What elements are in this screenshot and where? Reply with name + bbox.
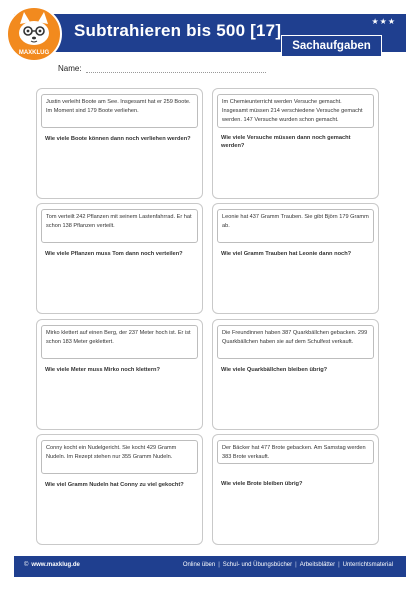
task-card-5	[36, 319, 203, 430]
task-text-box: Mirko klettert auf einen Berg, der 237 Meter hoch ist. Er ist schon 183 Meter geklettert.	[41, 325, 198, 359]
task-card-4	[212, 203, 379, 314]
footer-link-online-ueben[interactable]: Online üben	[182, 562, 216, 568]
task-question: Wie viele Boote können dann noch verliehen werden?	[45, 136, 191, 142]
footer-separator: |	[218, 562, 220, 568]
task-text-box: Leonie hat 437 Gramm Trauben. Sie gibt Björn 179 Gramm ab.	[217, 209, 374, 243]
task-text-box: Die Freundinnen haben 387 Quarkbällchen gebacken. 299 Quarkbällchen haben sie auf dem Schulfest verkauft.	[217, 325, 374, 359]
task-text-box: Im Chemieunterricht werden Versuche gemacht. Insgesamt müssen 214 verschiedene Versuche gemacht werden. 147 Versuche wurden schon gemacht.	[217, 94, 374, 128]
task-text-box: Tom verteilt 242 Pflanzen mit seinem Lastenfahrrad. Er hat schon 138 Pflanzen verteilt.	[41, 209, 198, 243]
footer-bar	[14, 556, 406, 577]
name-line	[86, 65, 266, 73]
footer-links	[180, 562, 396, 568]
footer-copyright	[24, 562, 80, 568]
footer-link-arbeitsblaetter[interactable]: Arbeitsblätter	[299, 562, 336, 568]
task-card-2	[212, 88, 379, 199]
task-card-8	[212, 434, 379, 545]
footer-link-buecher[interactable]: Schul- und Übungsbücher	[222, 562, 293, 568]
task-question: Wie viele Meter muss Mirko noch klettern?	[45, 367, 160, 373]
footer-link-unterrichtsmaterial[interactable]: Unterrichtsmaterial	[342, 562, 393, 568]
name-label: Name:	[58, 64, 82, 73]
task-card-7	[36, 434, 203, 545]
task-text-box: Der Bäcker hat 477 Brote gebacken. Am Samstag werden 383 Brote verkauft.	[217, 440, 374, 464]
page-title: Subtrahieren bis 500 [17]	[74, 21, 282, 40]
copyright-symbol: ©	[24, 562, 29, 568]
task-text-box: Justin verleiht Boote am See. Insgesamt hat er 259 Boote. Im Moment sind 179 Boote verliehen.	[41, 94, 198, 128]
category-badge: Sachaufgaben	[281, 35, 382, 57]
task-card-6	[212, 319, 379, 430]
task-question: Wie viel Gramm Nudeln hat Conny zu viel gekocht?	[45, 482, 184, 488]
footer-separator: |	[295, 562, 297, 568]
task-card-3	[36, 203, 203, 314]
task-question: Wie viele Brote bleiben übrig?	[221, 481, 303, 487]
footer-site-link[interactable]: www.maxklug.de	[31, 562, 80, 568]
logo-text: MAXKLUG	[18, 50, 50, 56]
task-question: Wie viele Quarkbällchen bleiben übrig?	[221, 367, 328, 373]
difficulty-stars: ★★★	[371, 17, 396, 26]
task-card-1	[36, 88, 203, 199]
maxklug-logo	[6, 6, 62, 62]
name-field	[58, 64, 266, 73]
task-question: Wie viele Versuche müssen dann noch gemacht werden?	[221, 135, 351, 149]
task-question: Wie viel Gramm Trauben hat Leonie dann noch?	[221, 251, 352, 257]
task-question: Wie viele Pflanzen muss Tom dann noch verteilen?	[45, 251, 183, 257]
task-text-box: Conny kocht ein Nudelgericht. Sie kocht 429 Gramm Nudeln. Im Rezept stehen nur 355 Gramm Nudeln.	[41, 440, 198, 474]
footer-separator: |	[338, 562, 340, 568]
